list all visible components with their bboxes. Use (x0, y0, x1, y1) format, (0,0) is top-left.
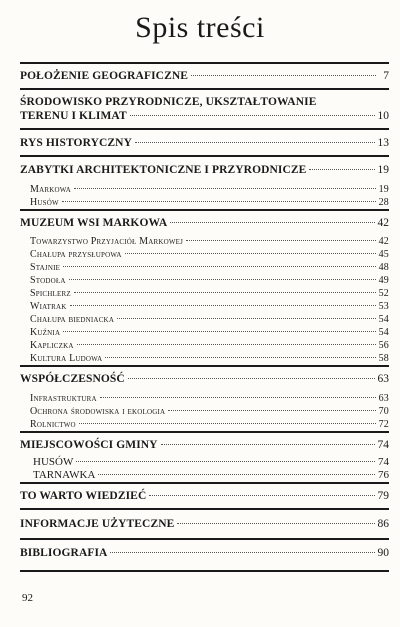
leader-dots (62, 201, 376, 202)
leader-dots (168, 410, 375, 411)
toc-entry-label: RYS HISTORYCZNY (20, 137, 132, 149)
leader-dots (70, 305, 376, 306)
page-title: Spis treści (135, 11, 265, 44)
leader-dots (100, 397, 376, 398)
toc-subentry[interactable] (30, 274, 389, 287)
toc-subentry-page: 76 (378, 469, 389, 481)
toc-section (20, 88, 389, 130)
leader-dots (77, 344, 376, 345)
toc-entry-label: ZABYTKI ARCHITEKTONICZNE I PRZYRODNICZE (20, 164, 307, 176)
toc-subentry[interactable] (30, 313, 389, 326)
toc-subentry[interactable] (30, 248, 389, 261)
toc-subentry-page: 45 (378, 249, 389, 260)
page-number: 92 (22, 592, 33, 604)
toc-section (20, 482, 389, 510)
toc-section (20, 538, 389, 572)
toc-entry[interactable] (20, 136, 389, 151)
toc-subentry[interactable] (30, 405, 389, 418)
toc-entry[interactable] (20, 372, 389, 387)
toc-entry-label: POŁOŻENIE GEOGRAFICZNE (20, 70, 189, 82)
leader-dots (177, 523, 374, 524)
leader-dots (128, 378, 375, 379)
toc-entry-label: ŚRODOWISKO PRZYRODNICZE, UKSZTAŁTOWANIE (20, 96, 317, 108)
toc-subentry[interactable] (30, 235, 389, 248)
toc-subentry[interactable] (30, 261, 389, 274)
toc-subentry-label: Kuźnia (30, 327, 61, 338)
toc-subentry-page: 19 (378, 184, 389, 195)
toc-subentry-label: Spichlerz (30, 288, 71, 299)
toc-subentry[interactable] (33, 468, 389, 482)
toc-entry[interactable] (20, 489, 389, 504)
toc-entry-page: 86 (377, 518, 389, 530)
toc-subentry-label: Markowa (30, 184, 72, 195)
toc-subentry-label: Infrastruktura (30, 393, 97, 404)
leader-dots (149, 495, 374, 496)
toc-subentry-page: 54 (378, 327, 389, 338)
toc-subentry-page: 56 (378, 340, 389, 351)
toc-section (20, 508, 389, 540)
leader-dots (125, 253, 376, 254)
toc-entry-page: 63 (377, 373, 389, 385)
toc-subentry[interactable] (30, 352, 389, 365)
toc-subentry-label: Chałupa biedniacka (30, 314, 115, 325)
toc-entry-page: 79 (377, 490, 389, 502)
toc-entry[interactable] (20, 438, 389, 453)
toc-entry-page: 19 (377, 164, 389, 176)
toc-subentry[interactable] (33, 455, 389, 469)
leader-dots (135, 142, 375, 143)
toc-entry-label: INFORMACJE UŻYTECZNE (20, 518, 175, 530)
toc-subentry-page: 48 (378, 262, 389, 273)
toc-subentry-page: 42 (378, 236, 389, 247)
leader-dots (161, 444, 375, 445)
leader-dots (74, 188, 376, 189)
toc-subentry-page: 52 (378, 288, 389, 299)
toc-section (20, 209, 389, 367)
toc-entry[interactable] (20, 95, 389, 110)
toc-subentry-label: Rolnictwo (30, 419, 76, 430)
toc-subentry-label: Towarzystwo Przyjaciół Markowej (30, 236, 184, 247)
toc-subentry-label: Kapliczka (30, 340, 74, 351)
toc-entry-label: WSPÓŁCZESNOŚĆ (20, 373, 125, 385)
toc-entry-page: 7 (383, 70, 389, 82)
toc-entry-page: 42 (377, 217, 389, 229)
toc-section (20, 128, 389, 156)
toc-entry-label: MIEJSCOWOŚCI GMINY (20, 439, 158, 451)
leader-dots (69, 279, 376, 280)
toc-subentry-label: Husów (30, 197, 59, 208)
leader-dots (76, 461, 375, 462)
toc-entry-page: 10 (377, 110, 389, 122)
toc-subentry-label: Ochrona środowiska i ekologia (30, 406, 166, 417)
toc-subentry-label: Stajnie (30, 262, 61, 273)
toc-section (20, 431, 389, 484)
toc-subentry[interactable] (30, 326, 389, 339)
toc-subentry-page: 63 (378, 393, 389, 404)
toc-entry[interactable] (20, 546, 389, 561)
toc-subentry-page: 54 (378, 314, 389, 325)
toc-entry-page: 13 (377, 137, 389, 149)
toc-subentry-label: TARNAWKA (33, 469, 96, 481)
toc-entry-label: TO WARTO WIEDZIEĆ (20, 490, 147, 502)
toc-subentry-page: 74 (378, 456, 389, 468)
toc-subentry[interactable] (30, 392, 389, 405)
toc-entry-page: 90 (377, 547, 389, 559)
toc-entry[interactable] (20, 216, 389, 231)
toc-subentry[interactable] (30, 183, 389, 196)
leader-dots (309, 169, 374, 170)
toc-entry[interactable] (20, 163, 389, 178)
toc-subentry-page: 72 (378, 419, 389, 430)
toc-subentry[interactable] (30, 196, 389, 209)
toc-subentry[interactable] (30, 339, 389, 352)
toc-entry[interactable] (20, 109, 389, 124)
toc-subentry-label: Chałupa przysłupowa (30, 249, 122, 260)
leader-dots (186, 240, 376, 241)
toc-subentry-label: Stodoła (30, 275, 66, 286)
leader-dots (63, 331, 375, 332)
toc-subentry-page: 28 (378, 197, 389, 208)
leader-dots (98, 474, 375, 475)
toc-section (20, 365, 389, 433)
toc-entry[interactable] (20, 69, 389, 84)
toc-subentry[interactable] (30, 300, 389, 313)
toc-section (20, 155, 389, 211)
leader-dots (117, 318, 376, 319)
leader-dots (191, 75, 376, 76)
leader-dots (79, 423, 376, 424)
toc-entry-label: MUZEUM WSI MARKOWA (20, 217, 168, 229)
leader-dots (63, 266, 375, 267)
toc-subentry-label: Wiatrak (30, 301, 67, 312)
toc-section (20, 62, 389, 90)
toc-subentry-label: HUSÓW (33, 456, 74, 468)
leader-dots (130, 115, 375, 116)
toc-entry[interactable] (20, 517, 389, 532)
toc-subentry-page: 58 (378, 353, 389, 364)
toc-subentry[interactable] (30, 287, 389, 300)
leader-dots (170, 222, 374, 223)
leader-dots (105, 357, 375, 358)
toc-subentry-page: 53 (378, 301, 389, 312)
leader-dots (74, 292, 376, 293)
toc-entry-page: 74 (377, 439, 389, 451)
toc-subentry-page: 49 (378, 275, 389, 286)
toc-entry-label: BIBLIOGRAFIA (20, 547, 108, 559)
leader-dots (110, 552, 374, 553)
toc-subentry[interactable] (30, 418, 389, 431)
toc-entry-label: TERENU I KLIMAT (20, 110, 127, 122)
toc-subentry-label: Kultura Ludowa (30, 353, 103, 364)
toc-subentry-page: 70 (378, 406, 389, 417)
